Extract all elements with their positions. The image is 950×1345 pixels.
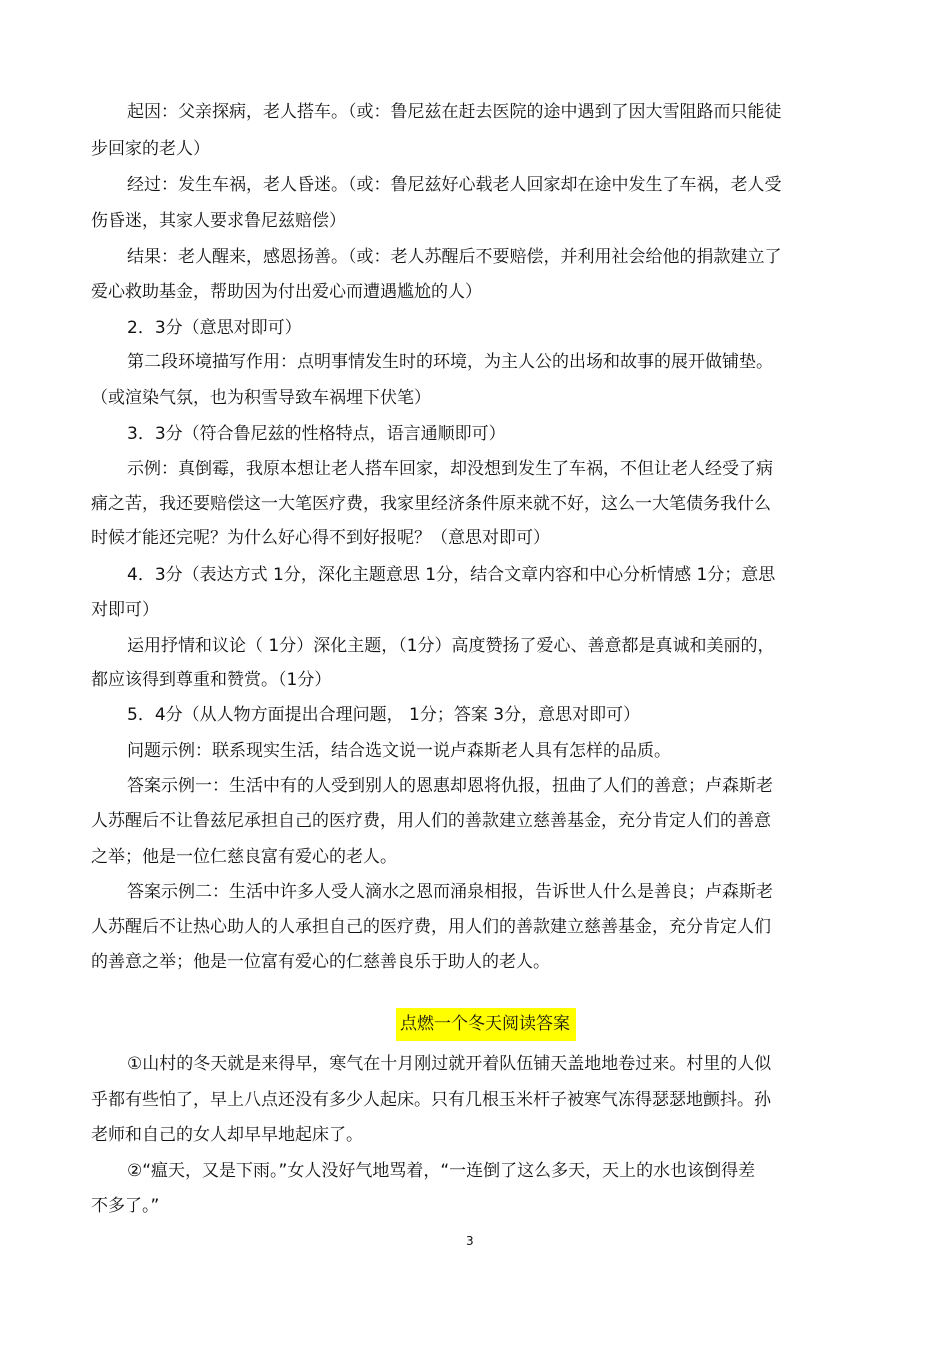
text-line: 不多了。”	[91, 1196, 160, 1216]
text-line: ①山村的冬天就是来得早，寒气在十月刚过就开着队伍铺天盖地地卷过来。村里的人似	[127, 1054, 772, 1074]
section-title: 点燃一个冬天阅读答案	[396, 1008, 576, 1041]
text-line: 人苏醒后不让鲁兹尼承担自己的医疗费，用人们的善款建立慈善基金，充分肯定人们的善意	[91, 811, 771, 831]
text-line: 对即可）	[91, 600, 159, 620]
text-line: 的善意之举；他是一位富有爱心的仁慈善良乐于助人的老人。	[91, 952, 550, 972]
text-line: 3．3分（符合鲁尼兹的性格特点，语言通顺即可）	[127, 424, 506, 444]
text-line: 老师和自己的女人却早早地起床了。	[91, 1125, 363, 1145]
page-number: 3	[466, 1234, 474, 1248]
text-line: 答案示例二：生活中许多人受人滴水之恩而涌泉相报，告诉世人什么是善良；卢森斯老	[127, 882, 773, 902]
text-line: 时候才能还完呢？为什么好心得不到好报呢？（意思对即可）	[91, 528, 550, 548]
text-line: 结果：老人醒来，感恩扬善。（或：老人苏醒后不要赔偿，并利用社会给他的捐款建立了	[127, 247, 782, 267]
text-line: 步回家的老人）	[91, 139, 210, 159]
text-line: 答案示例一：生活中有的人受到别人的恩惠却恩将仇报，扭曲了人们的善意；卢森斯老	[127, 776, 773, 796]
text-line: 伤昏迷，其家人要求鲁尼兹赔偿）	[91, 211, 346, 231]
text-line: 4．3分（表达方式 1分，深化主题意思 1分，结合文章内容和中心分析情感 1分；意思	[127, 565, 776, 585]
text-line: 爱心救助基金，帮助因为付出爱心而遭遇尴尬的人）	[91, 282, 482, 302]
text-line: 运用抒情和议论（ 1分）深化主题，（1分）高度赞扬了爱心、善意都是真诚和美丽的，	[127, 636, 775, 656]
text-line: ②“瘟天，又是下雨。”女人没好气地骂着，“一连倒了这么多天，天上的水也该倒得差	[127, 1161, 756, 1181]
text-line: 乎都有些怕了，早上八点还没有多少人起床。只有几根玉米杆子被寒气冻得瑟瑟地颤抖。孙	[91, 1090, 771, 1110]
text-line: （或渲染气氛，也为积雪导致车祸埋下伏笔）	[91, 388, 431, 408]
text-line: 问题示例：联系现实生活，结合选文说一说卢森斯老人具有怎样的品质。	[127, 741, 671, 761]
text-line: 经过：发生车祸，老人昏迷。（或：鲁尼兹好心载老人回家却在途中发生了车祸，老人受	[127, 175, 782, 195]
text-line: 痛之苦，我还要赔偿这一大笔医疗费，我家里经济条件原来就不好，这么一大笔债务我什么	[91, 494, 771, 514]
text-line: 起因：父亲探病，老人搭车。（或：鲁尼兹在赶去医院的途中遇到了因大雪阻路而只能徒	[127, 102, 782, 122]
text-line: 都应该得到尊重和赞赏。（1分）	[91, 670, 332, 690]
text-line: 5．4分（从人物方面提出合理问题， 1分；答案 3分，意思对即可）	[127, 705, 641, 725]
text-line: 2．3分（意思对即可）	[127, 318, 302, 338]
text-line: 人苏醒后不让热心助人的人承担自己的医疗费，用人们的善款建立慈善基金，充分肯定人们	[91, 917, 771, 937]
text-line: 示例：真倒霉，我原本想让老人搭车回家，却没想到发生了车祸，不但让老人经受了病	[127, 459, 773, 479]
text-line: 之举；他是一位仁慈良富有爱心的老人。	[91, 847, 397, 867]
text-line: 第二段环境描写作用：点明事情发生时的环境，为主人公的出场和故事的展开做铺垫。	[127, 352, 773, 372]
